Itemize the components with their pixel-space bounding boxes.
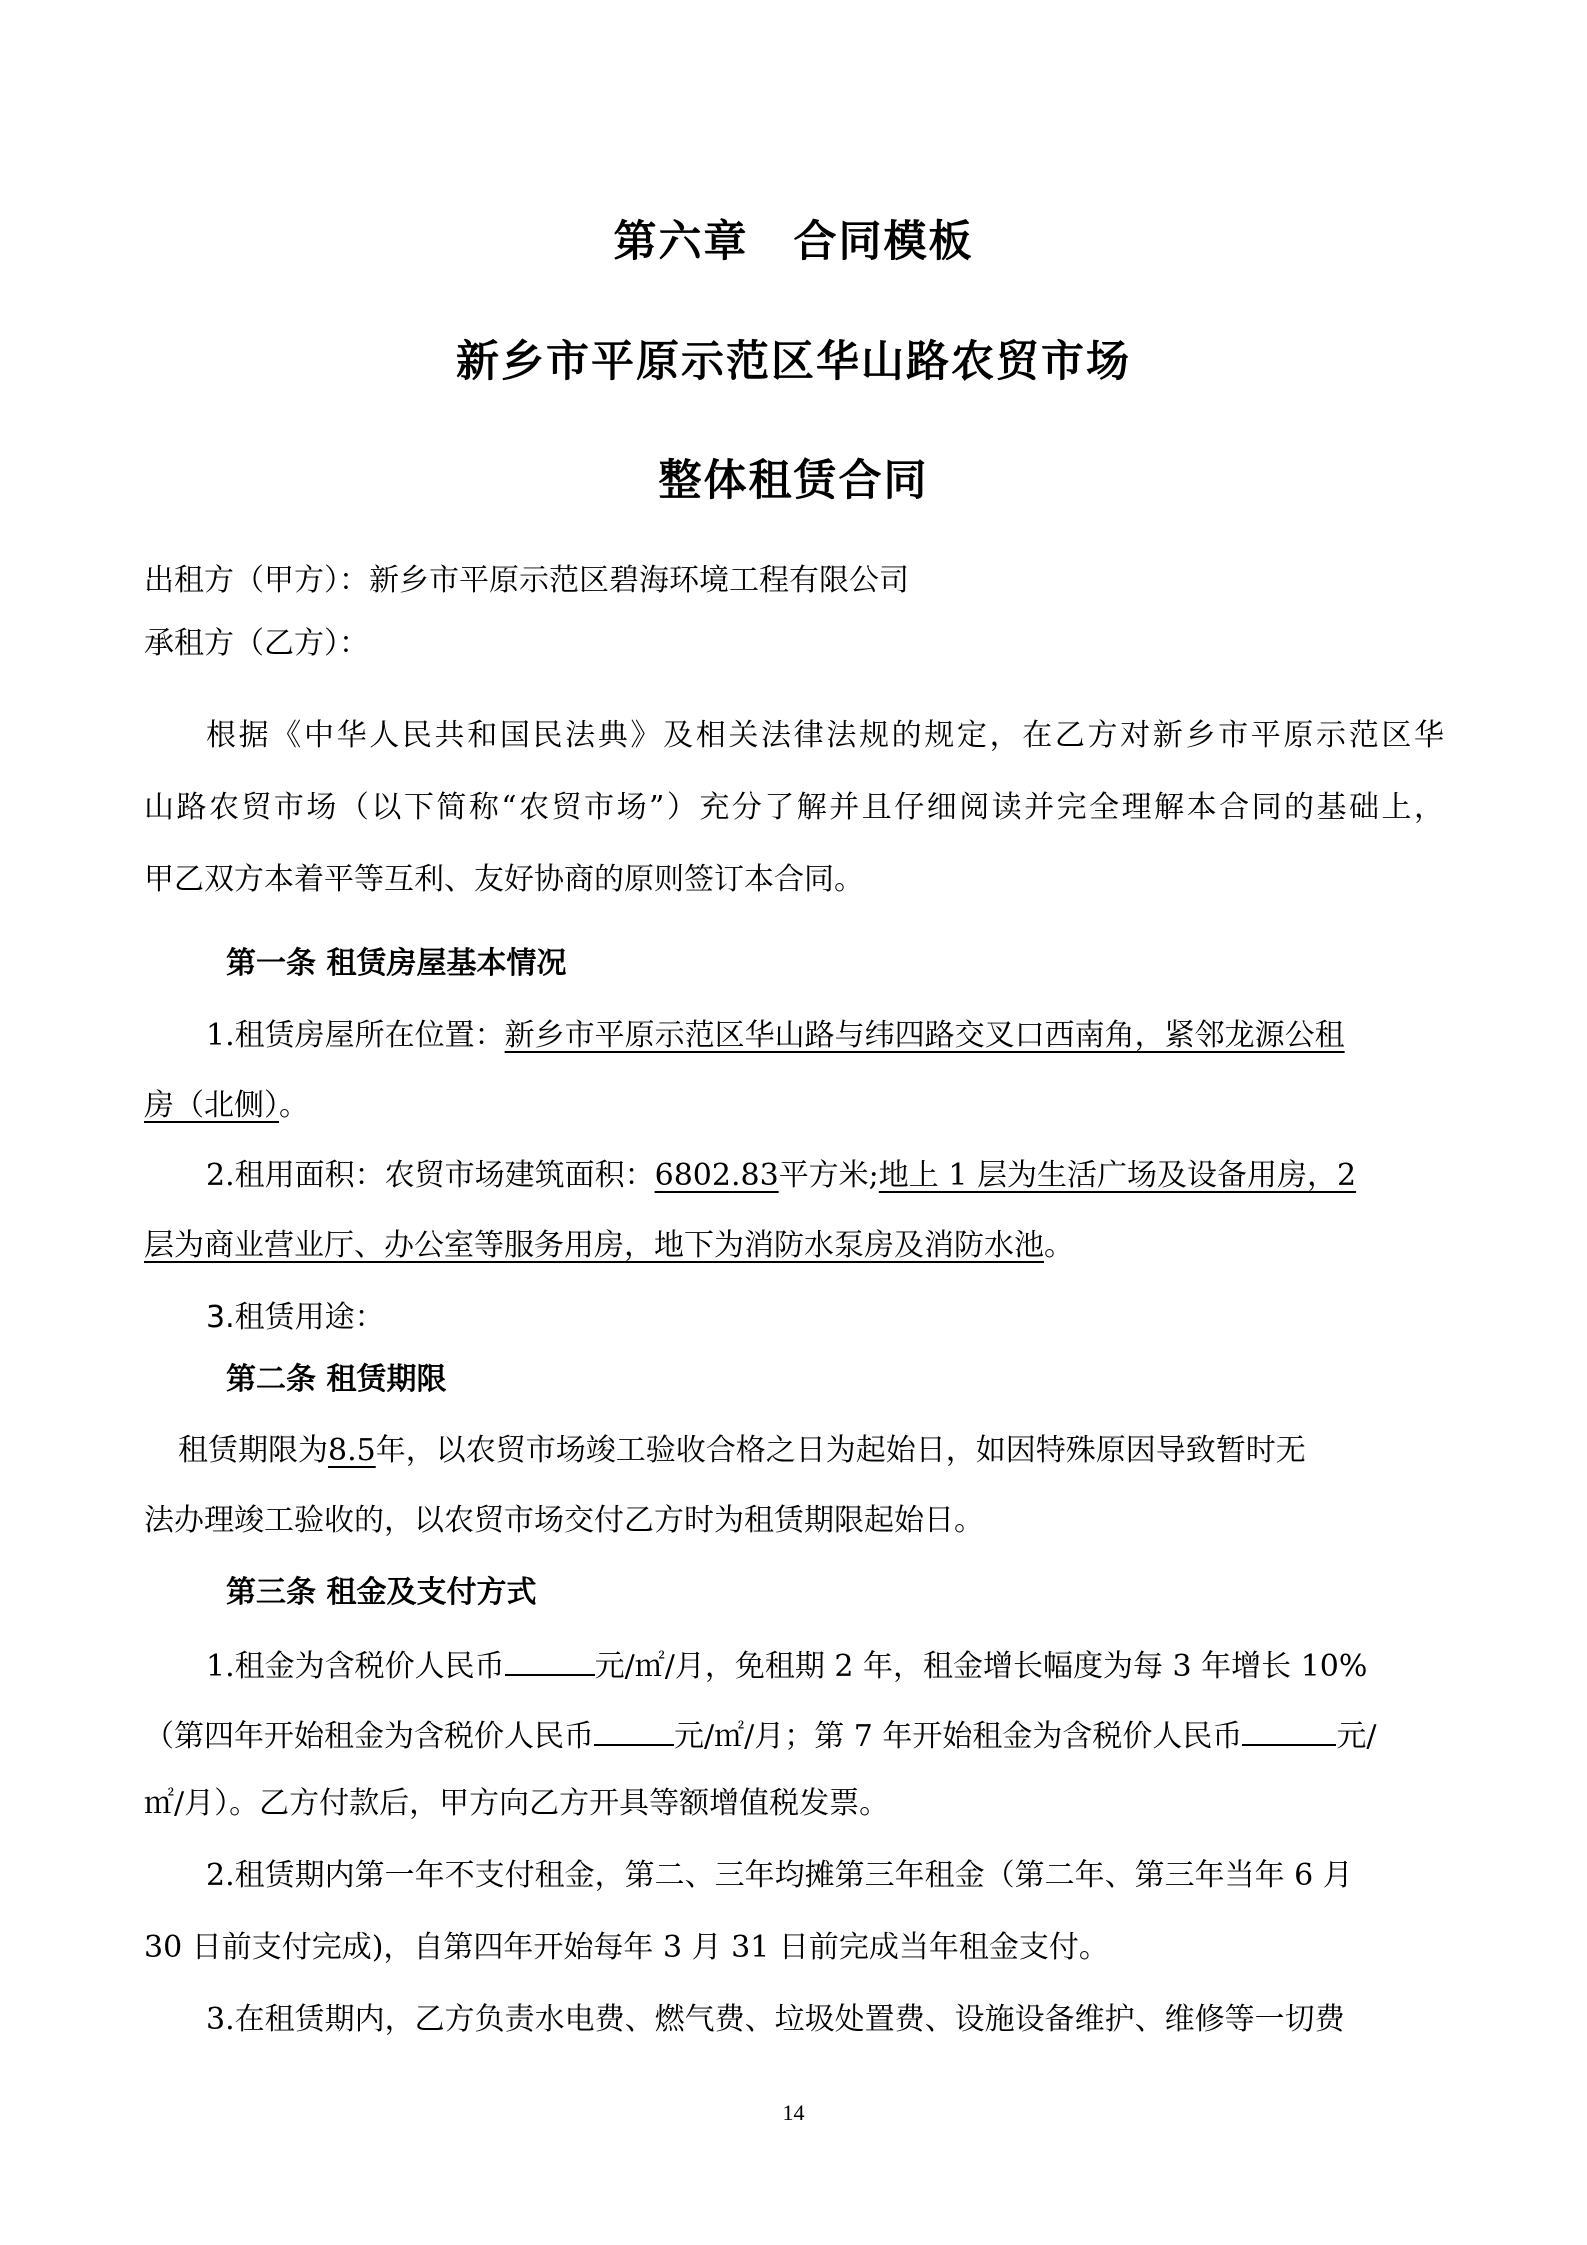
article-2-title: 第二条 租赁期限 (226, 1362, 447, 1397)
preamble-line-2: 山路农贸市场（以下简称“农贸市场”）充分了解并且仔细阅读并完全理解本合同的基础上， (144, 790, 1444, 825)
article-1-title: 第一条 租赁房屋基本情况 (226, 946, 567, 981)
document-subtitle: 整体租赁合同 (658, 456, 929, 506)
article-1-item-1 (206, 1018, 1345, 1054)
article-1-item-1-cont (144, 1088, 309, 1124)
rent-blank (505, 1646, 595, 1676)
article-2-text-1 (178, 1433, 1306, 1469)
document-title: 新乡市平原示范区华山路农贸市场 (456, 337, 1131, 387)
area-unit: 平方米; (778, 1158, 879, 1193)
article-3-item-1-end: ㎡/月）。乙方付款后，甲方向乙方开具等额增值税发票。 (144, 1786, 890, 1821)
article-3-title: 第三条 租金及支付方式 (226, 1575, 537, 1610)
rent-year7-label: 元/㎡/月；第 7 年开始租金为含税价人民币 (674, 1719, 1243, 1754)
location-label: 1.租赁房屋所在位置： (206, 1018, 505, 1053)
rent-year7-blank (1242, 1716, 1336, 1746)
page-number: 14 (782, 2100, 805, 2125)
lessee-line: 承租方（乙方）： (144, 626, 369, 661)
article-1-item-3: 3.租赁用途： (206, 1300, 385, 1335)
area-end: 。 (1044, 1228, 1074, 1263)
preamble-line-3: 甲乙双方本着平等互利、友好协商的原则签订本合同。 (144, 862, 864, 897)
term-label: 租赁期限为 (178, 1433, 328, 1468)
preamble-line-1: 根据《中华人民共和国民法典》及相关法律法规的规定，在乙方对新乡市平原示范区华 (206, 718, 1444, 753)
term-text: 年，以农贸市场竣工验收合格之日为起始日，如因特殊原因导致暂时无 (375, 1433, 1306, 1468)
location-end: 。 (279, 1088, 309, 1123)
location-value-part-2: 房（北侧） (144, 1088, 279, 1123)
article-3-item-1-cont (144, 1716, 1376, 1755)
article-3-item-1 (206, 1646, 1367, 1685)
article-3-item-2: 2.租赁期内第一年不支付租金，第二、三年均摊第三年租金（第二年、第三年当年 6 月 (206, 1858, 1353, 1893)
rent-year4-label: （第四年开始租金为含税价人民币 (144, 1719, 594, 1754)
area-value: 6802.83 (654, 1158, 779, 1193)
location-value-part-1: 新乡市平原示范区华山路与纬四路交叉口西南角，紧邻龙源公租 (504, 1018, 1345, 1053)
floor-description-part-1: 地上 1 层为生活广场及设备用房，2 (878, 1158, 1357, 1193)
rent-text: 元/㎡/月，免租期 2 年，租金增长幅度为每 3 年增长 10% (594, 1649, 1368, 1684)
lessor-line: 出租方（甲方）：新乡市平原示范区碧海环境工程有限公司 (144, 563, 909, 598)
rent-year7-unit: 元/ (1336, 1719, 1377, 1754)
term-value: 8.5 (328, 1433, 376, 1468)
floor-description-part-2: 层为商业营业厅、办公室等服务用房，地下为消防水泵房及消防水池 (144, 1228, 1044, 1263)
rent-label: 1.租金为含税价人民币 (206, 1649, 505, 1684)
article-3-item-2-cont: 30 日前支付完成)，自第四年开始每年 3 月 31 日前完成当年租金支付。 (144, 1930, 1109, 1965)
article-1-item-2-cont (144, 1228, 1074, 1264)
article-1-item-2 (206, 1158, 1356, 1194)
article-2-text-2: 法办理竣工验收的，以农贸市场交付乙方时为租赁期限起始日。 (144, 1503, 984, 1538)
area-label: 2.租用面积：农贸市场建筑面积： (206, 1158, 655, 1193)
rent-year4-blank (594, 1716, 674, 1746)
article-3-item-3: 3.在租赁期内，乙方负责水电费、燃气费、垃圾处置费、设施设备维护、维修等一切费 (206, 2002, 1345, 2037)
chapter-heading: 第六章 合同模板 (613, 217, 974, 267)
